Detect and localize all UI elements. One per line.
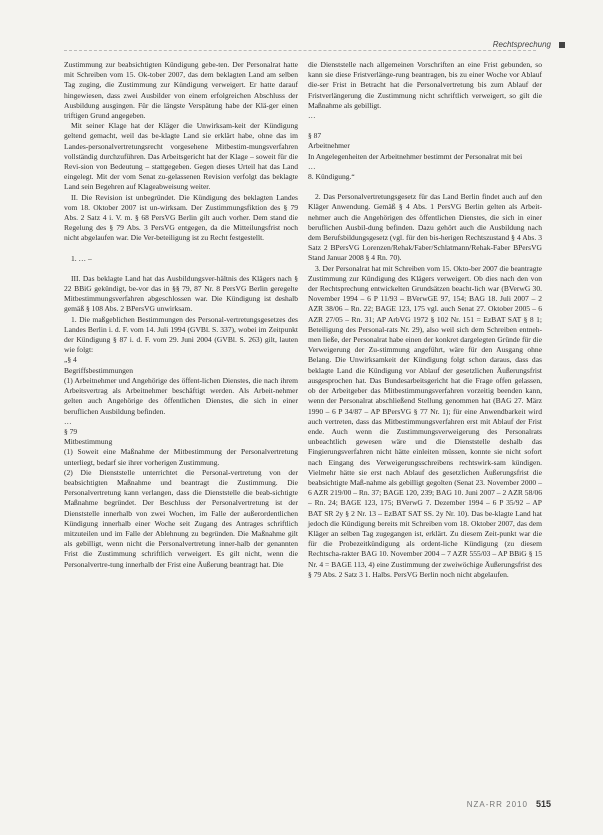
paragraph: II. Die Revision ist unbegründet. Die Kündigung des beklagten Landes vom 18. Oktober 2007 ist un-wirksam. Der Zustimmungsfiktion des § 79 Abs. 2 Satz 4 i. V. m. § 68 PersVG Berlin gilt auch vorher. Dem stand die Regelung des § 79 Abs. 3 PersVG entgegen, da die Mitteilungsfrist noch nicht abgelaufen war. Die Ver-beteiligung ist zu Recht festgestellt. (64, 192, 298, 243)
paragraph: 2. Das Personalvertretungsgesetz für das Land Berlin findet auch auf den Kläger Anwendung. Gemäß § 4 Abs. 1 PersVG Berlin gelten als Arbeit-nehmer auch die Angehörigen des öffentlichen Dienstes, die sich in einer beruflichen Ausbil-dung befinden. Dazu gehört auch die Ausbildung nach dem Berufsbildungsgesetz (vgl. für den bis-herigen Rechtszustand § 4 Abs. 3 Satz 2 BPersVG Lorenzen/Rehak/Faber/Schlatmann/Rehak-Faber BPersVG Stand Januar 2008 § 4 Rn. 70). (308, 192, 542, 263)
page-footer (467, 799, 551, 809)
paragraph: … (64, 416, 72, 426)
paragraph: (1) Arbeitnehmer und Angehörige des öffent-lichen Dienstes, die nach ihrem Arbeitsvertrag als Arbeitnehmer beschäftigt werden. Als Arbeit-nehmer gelten auch Angehörige des öffentlichen Dienstes, die sich in einer beruflichen Ausbildung befinden. (64, 375, 298, 416)
paragraph: Mit seiner Klage hat der Kläger die Unwirksam-keit der Kündigung geltend gemacht, weil das be-klagte Land sie erklärt habe, ohne das im Landes-personalvertretungsrecht vorgesehene Mitbestim-mungsverfahren vollständig durchzuführen. Das Arbeitsgericht hat der Klage – soweit für die Revi-sion von Bedeutung – stattgegeben. Gegen dieses Urteil hat das Land eingelegt. Mit der vom Senat zu-gelassenen Revision verfolgt das beklagte Land sein Begehren auf Klageabweisung weiter. (64, 121, 298, 192)
section-label: Rechtsprechung (492, 40, 551, 49)
paragraph: In Angelegenheiten der Arbeitnehmer bestimmt der Personalrat mit bei (308, 151, 523, 161)
paragraph-gap (64, 244, 298, 254)
paragraph: … (308, 111, 316, 121)
paragraph: § 79 (64, 426, 78, 436)
paragraph: 1. … – (71, 253, 92, 263)
paragraph-gap (64, 264, 298, 274)
paragraph: … (308, 161, 316, 171)
paragraph: die Dienststelle nach allgemeinen Vorschriften an eine Frist gebunden, so kann sie diese Fristverlänge-rung beantragen, bis zu einer Woche vor Ablauf die-ser Frist in Betracht hat die Personalvertretung bis zum Ablauf der Fristverlängerung die Zustimmung nicht schriftlich verweigert, so gilt die Maßnahme als gebilligt. (308, 60, 542, 110)
paragraph: Zustimmung zur beabsichtigten Kündigung gebe-ten. Der Personalrat hatte mit Schreiben vom 15. Ok-tober 2007, das dem beklagten Land am selben Tag zuging, die Zustimmung zur Kündigung verweigert. Er hatte darauf hingewiesen, dass zwei Ausbilder von einem erfolgreichen Abschluss der Ausbildung ausgingen. Für die längste Verspätung habe der Klä-ger einen triftigen Grund angegeben. (64, 60, 298, 121)
paragraph: 8. Kündigung.“ (308, 172, 355, 182)
journal-name: NZA-RR 2010 (466, 800, 528, 809)
paragraph: Begriffsbestimmungen (64, 365, 134, 375)
paragraph: (2) Die Dienststelle unterrichtet die Personal-vertretung von der beabsichtigten Maßnahme und beantragt die Zustimmung. Die Personalvertretung kann verlangen, dass die Dienststelle die beab-sichtigte Maßnahme begründet. Der Beschluss der Personalvertretung ist der Dienststelle innerhalb von zwei Wochen, im Falle der außerordentlichen Kündigung innerhalb einer Woche seit Zugang des Antrages schriftlich mitzuteilen und im Falle der Ablehnung zu begründen. Die Maßnahme gilt als gebilligt, wenn nicht die Personalvertretung inner-halb der genannten Frist die Zustimmung schriftlich verweigert. Es gilt nicht, wenn die Personalvertre-tung innerhalb der Frist eine Äußerung beantragt hat. Die (64, 467, 298, 569)
paragraph-gap (308, 121, 542, 131)
paragraph: Arbeitnehmer (308, 141, 350, 151)
paragraph: „§ 4 (64, 355, 77, 365)
paragraph: § 87 (308, 131, 322, 141)
section-marker-square (559, 42, 565, 48)
page-number: 515 (535, 799, 551, 809)
paragraph: (1) Soweit eine Maßnahme der Mitbestimmung der Personalvertretung unterliegt, bedarf sie ihrer vorherigen Zustimmung. (64, 447, 298, 467)
right-column (308, 60, 542, 580)
paragraph: 1. Die maßgeblichen Bestimmungen des Personal-vertretungsgesetzes des Landes Berlin i. d. F. vom 14. Juli 1994 (GVBl. S. 337), wobei im Zeitpunkt der Kündigung § 87 i. d. F. vom 29. Juni 2004 (GVBl. S. 263) gilt, lauten wie folgt: (64, 314, 298, 355)
paragraph-gap (308, 182, 542, 192)
paragraph: III. Das beklagte Land hat das Ausbildungsver-hältnis des Klägers nach § 22 BBiG gekündigt, be-vor das in §§ 79, 87 Nr. 8 PersVG Berlin geregelte Mitbestimmungsverfahren abgeschlossen war. Die Kündigung ist deshalb gemäß § 108 Abs. 2 BPersVG unwirksam. (64, 273, 298, 314)
paragraph: Mitbestimmung (64, 437, 113, 447)
header-rule (64, 50, 536, 51)
paragraph: 3. Der Personalrat hat mit Schreiben vom 15. Okto-ber 2007 die beantragte Zustimmung zur Kündigung des Klägers verweigert. Ob dies nach den von der Rechtsprechung entwickelten Grundsätzen beacht-lich war (BVerwG 30. November 1994 – 6 P 11/93 – BVerwGE 97, 154; BAG 18. Juli 2007 – 2 AZR 38/06 – Rn. 22; BAGE 123, 175 vgl. auch Senat 27. Oktober 2005 – 6 AZR 27/05 – Rn. 31; AP ArbVG 1972 § 102 Nr. 151 = EzBAT SAT § 8 1; Beteiligung des Personal-rats Nr. 29), also weil sich dem Schreiben entneh-men ließe, der Personalrat habe einen der konkret dargelegten Gründe für die Verweigerung der Zu-stimmung angeführt, wäre für den Ausgang ohne Belang. Die Unwirksamkeit der Kündigung folgt schon daraus, dass das beklagte Land die Kündigung vor Ablauf der gesetzlichen Äußerungsfrist ausgesprochen hat. Das Bundesarbeitsgericht hat die Frage offen gelassen, ob der Arbeitgeber das Mitbestimmungsverfahren vorzeitig beenden kann, wenn der Personalrat abschließend Stellung genommen hat (BAG 27. März 1990 – 6 P 34/87 – AP BPersVG § 77 Nr. 1); für eine Anwendbarkeit wird auch vertreten, dass das Mitbestimmungsverfahren erst mit Ablauf der Frist ende. Auch wenn die Zustimmungsverweigerung des Personalrats unbeachtlich gewesen wäre und die Dienststelle deshalb das Fingierungsverfahren nicht hätte einleiten müssen, konnte sie nicht sofort nach Eingang des Verweigerungsschreibens rechtswirk-sam kündigen. Vielmehr hätte sie erst nach Ablauf des gesetzlichen Äußerungsfrist die beabsichtigte Maß-nahme als gebilligt gegolten (Senat 23. November 2000 – 6 AZR 219/00 – Rn. 37; BAGE 120, 239; BAG 10. Juni 2007 – 2 AZR 58/06 – Rn. 24; BAGE 123, 175; BVerwG 7. Dezember 1994 – 6 P 35/92 – AP BAT SR 2y § 2 Nr. 13 – EzBAT SAT SS. 2y Nr. 10). Das be-klagte Land hat jedoch die Kündigung bereits mit Schreiben vom 18. Oktober 2007, das dem Kläger an selben Tag zugegangen ist, erklärt. Zu diesem Zeit-punkt war die für die Probezeitkündigung als ordent-liche Kündigung (zu diesem Rechtscha-rakter BAG 10. November 2004 – 7 AZR 555/03 – AP BBiG § 15 Nr. 4 = BAGE 113, 4) eine Zustimmung der zweiwöchige Äußerungsfrist des § 79 Abs. 2 Satz 3 1. Halbs. PersVG Berlin noch nicht abgelaufen. (308, 263, 542, 579)
left-column (64, 60, 298, 570)
